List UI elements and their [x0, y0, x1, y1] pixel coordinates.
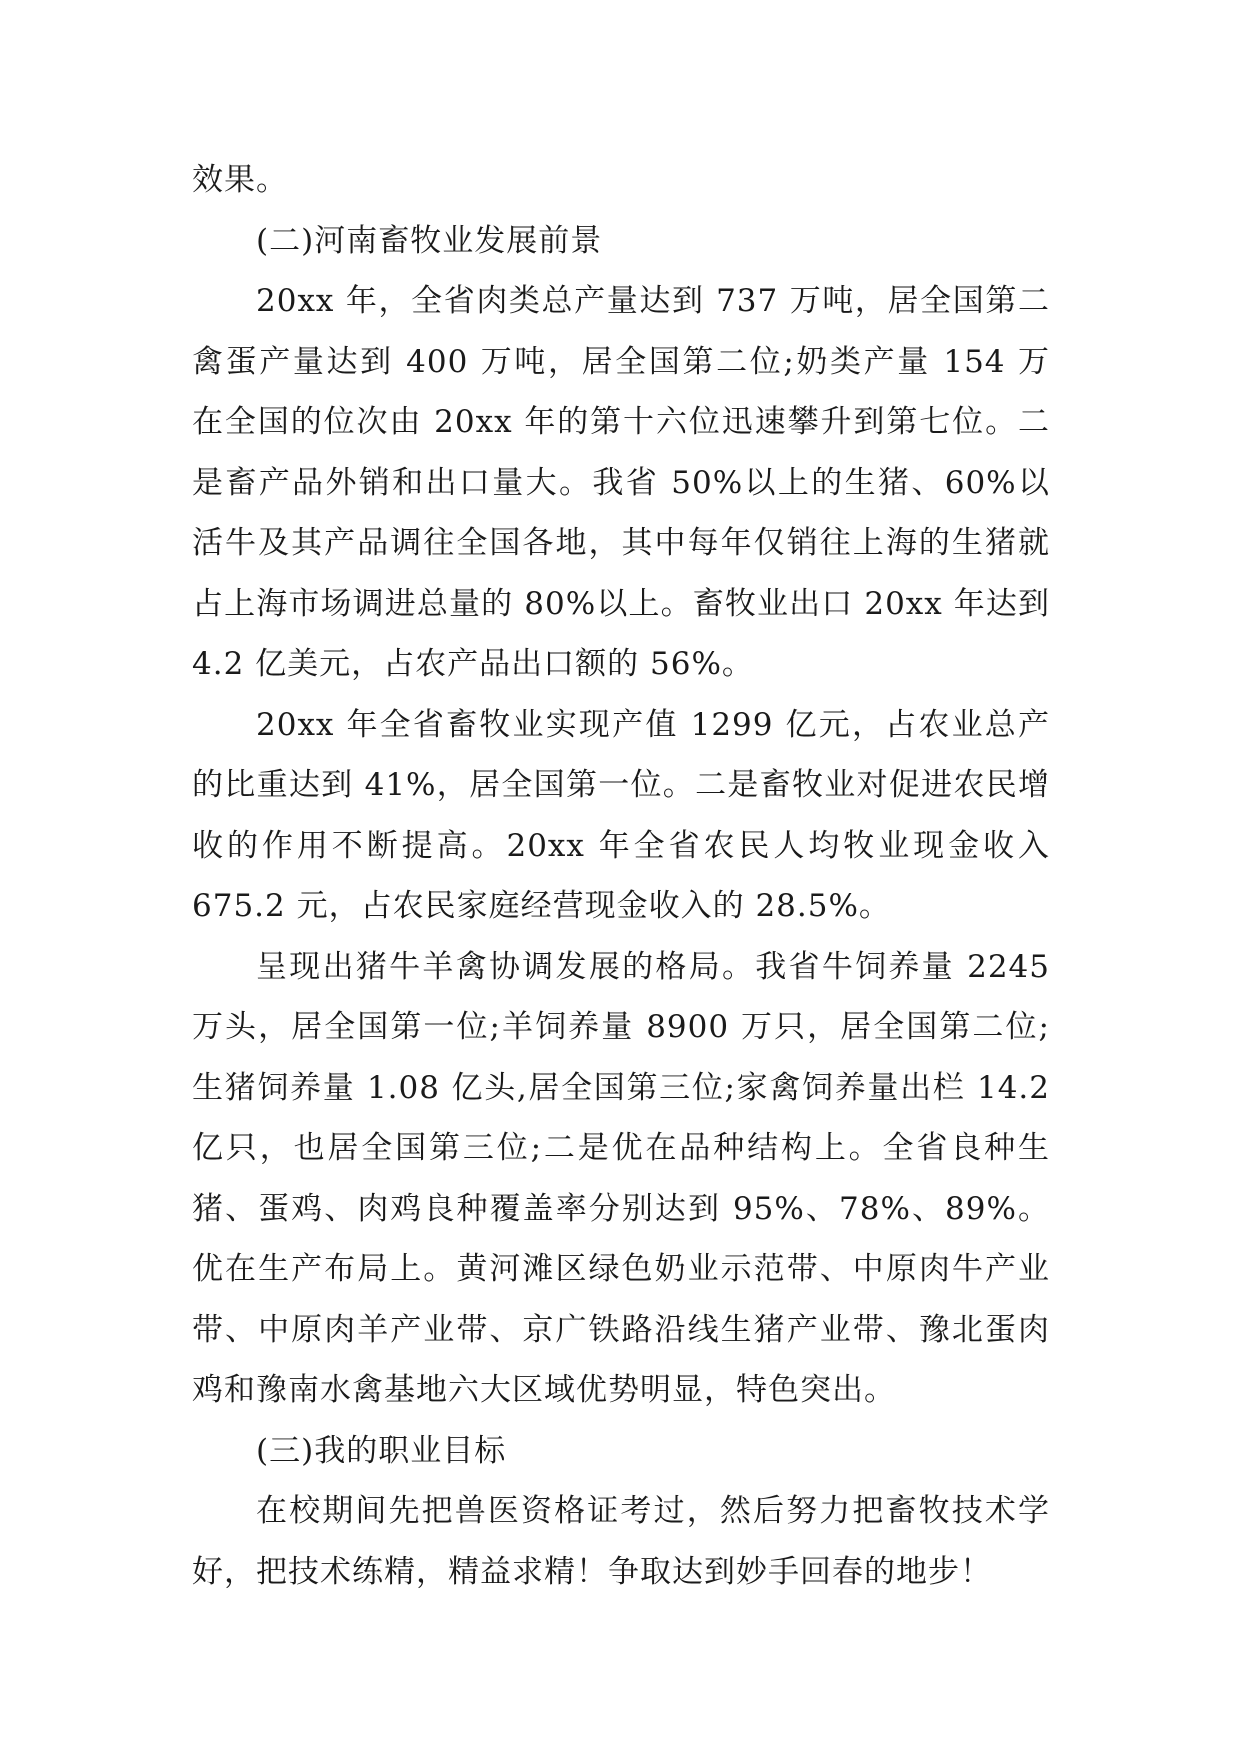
text-line: 猪、蛋鸡、肉鸡良种覆盖率分别达到 95%、78%、89%。	[192, 1190, 1050, 1227]
text-line: 带、中原肉羊产业带、京广铁路沿线生猪产业带、豫北蛋肉	[192, 1311, 1050, 1348]
text-line: 活牛及其产品调往全国各地，其中每年仅销往上海的生猪就	[192, 525, 1050, 561]
text-line: 效果。	[192, 162, 288, 198]
text-line: 20xx 年全省畜牧业实现产值 1299 亿元，占农业总产	[256, 706, 1050, 743]
text-line: 占上海市场调进总量的 80%以上。畜牧业出口 20xx 年达到	[192, 585, 1050, 622]
text-line: 优在生产布局上。黄河滩区绿色奶业示范带、中原肉牛产业	[192, 1251, 1050, 1287]
text-line: 禽蛋产量达到 400 万吨，居全国第二位;奶类产量 154 万	[192, 343, 1050, 380]
text-line: 20xx 年，全省肉类总产量达到 737 万吨，居全国第二	[256, 283, 1050, 319]
text-line: 呈现出猪牛羊禽协调发展的格局。我省牛饲养量 2245	[256, 948, 1050, 985]
section-heading: (三)我的职业目标	[256, 1432, 507, 1469]
section-heading: (二)河南畜牧业发展前景	[256, 222, 603, 259]
text-line: 亿只，也居全国第三位;二是优在品种结构上。全省良种生	[192, 1130, 1050, 1166]
text-line: 万头，居全国第一位;羊饲养量 8900 万只，居全国第二位;	[192, 1009, 1050, 1045]
text-line: 生猪饲养量 1.08 亿头,居全国第三位;家禽饲养量出栏 14.2	[192, 1069, 1050, 1106]
text-line: 鸡和豫南水禽基地六大区域优势明显，特色突出。	[192, 1372, 896, 1408]
text-line: 4.2 亿美元，占农产品出口额的 56%。	[192, 646, 754, 682]
text-line: 在全国的位次由 20xx 年的第十六位迅速攀升到第七位。二	[192, 404, 1050, 440]
text-line: 在校期间先把兽医资格证考过，然后努力把畜牧技术学	[256, 1493, 1050, 1529]
text-line: 好，把技术练精，精益求精！争取达到妙手回春的地步！	[192, 1553, 992, 1590]
document-body	[192, 150, 1050, 1602]
text-line: 的比重达到 41%，居全国第一位。二是畜牧业对促进农民增	[192, 767, 1050, 803]
text-line: 是畜产品外销和出口量大。我省 50%以上的生猪、60%以	[192, 464, 1050, 501]
text-line: 675.2 元，占农民家庭经营现金收入的 28.5%。	[192, 888, 891, 924]
text-line: 收的作用不断提高。20xx 年全省农民人均牧业现金收入	[192, 827, 1050, 864]
